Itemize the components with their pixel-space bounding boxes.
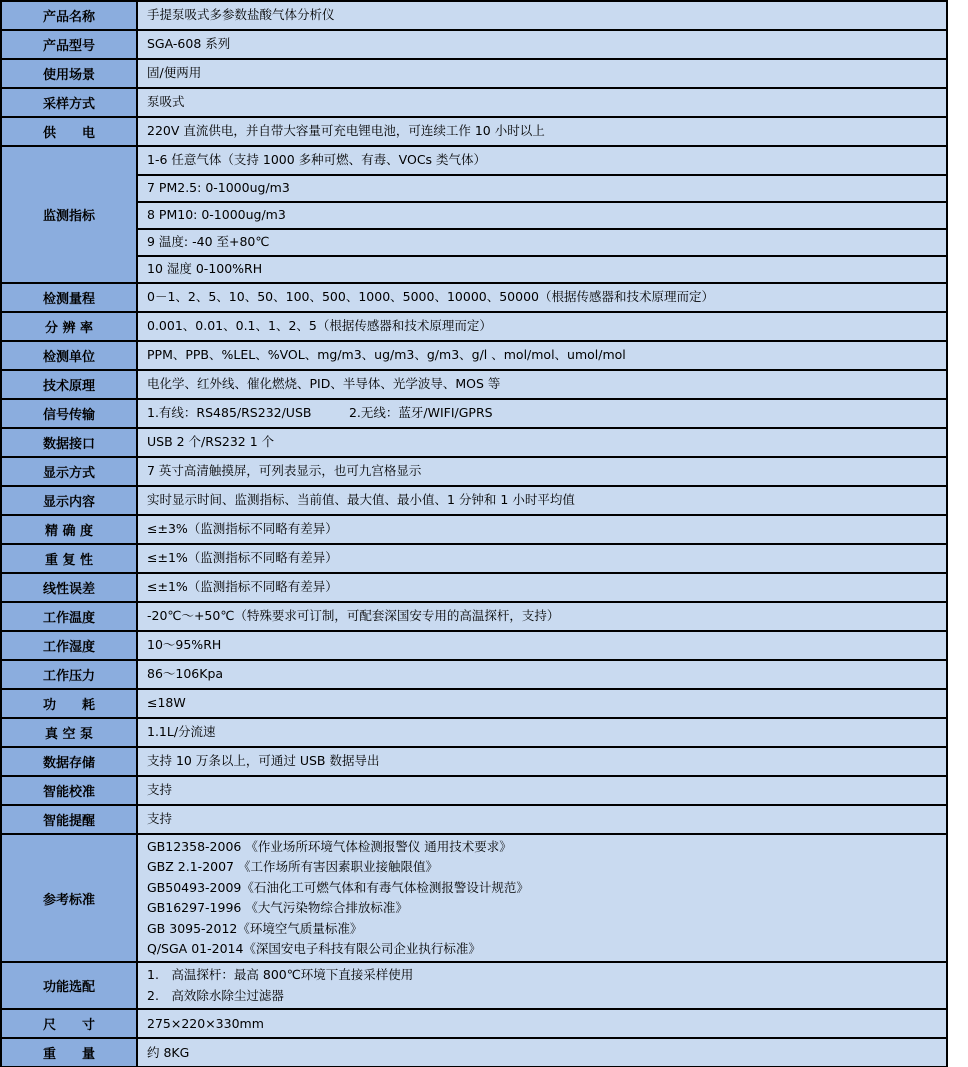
table-row bbox=[2, 961, 946, 1008]
spec-value-line: -20℃～+50℃（特殊要求可订制，可配套深国安专用的高温探杆，支持） bbox=[147, 608, 560, 624]
spec-value-cell bbox=[138, 31, 946, 58]
table-row bbox=[2, 601, 946, 630]
spec-label: 工作湿度 bbox=[2, 632, 138, 659]
spec-value-line: 9 温度: -40 至+80℃ bbox=[147, 234, 270, 250]
spec-value-line: 2. 高效除水除尘过滤器 bbox=[147, 987, 284, 1003]
spec-value-cell bbox=[138, 516, 946, 543]
spec-label: 尺 寸 bbox=[2, 1010, 138, 1037]
spec-value-cell bbox=[138, 371, 946, 398]
table-row bbox=[2, 87, 946, 116]
spec-value-line: 约 8KG bbox=[147, 1044, 190, 1060]
spec-value-cell bbox=[138, 748, 946, 775]
spec-value-cell bbox=[138, 228, 946, 255]
spec-value-line: 10 湿度 0-100%RH bbox=[147, 261, 263, 277]
spec-value-cell bbox=[138, 835, 946, 961]
spec-value-cells bbox=[138, 1010, 946, 1037]
spec-value-cell bbox=[138, 60, 946, 87]
spec-value-cell bbox=[138, 777, 946, 804]
spec-value-cell bbox=[138, 806, 946, 833]
spec-value-cells bbox=[138, 458, 946, 485]
spec-label: 监测指标 bbox=[2, 147, 138, 282]
spec-value-line: ≤±1%（监测指标不同略有差异） bbox=[147, 550, 338, 566]
spec-label: 重 量 bbox=[2, 1039, 138, 1066]
spec-value-line: 电化学、红外线、催化燃烧、PID、半导体、光学波导、MOS 等 bbox=[147, 376, 501, 392]
spec-value-line: USB 2 个/RS232 1 个 bbox=[147, 434, 275, 450]
spec-value-cell bbox=[138, 545, 946, 572]
table-row bbox=[2, 282, 946, 311]
spec-value-line: 1.有线：RS485/RS232/USB 2.无线：蓝牙/WIFI/GPRS bbox=[147, 405, 493, 421]
spec-value-line: 手提泵吸式多参数盐酸气体分析仪 bbox=[147, 7, 335, 23]
spec-label: 参考标准 bbox=[2, 835, 138, 961]
spec-value-cell bbox=[138, 147, 946, 174]
spec-value-cells bbox=[138, 31, 946, 58]
spec-value-cells bbox=[138, 690, 946, 717]
spec-value-cells bbox=[138, 748, 946, 775]
spec-value-line: 1. 高温探杆：最高 800℃环境下直接采样使用 bbox=[147, 967, 414, 983]
spec-label: 产品名称 bbox=[2, 2, 138, 29]
spec-value-cells bbox=[138, 545, 946, 572]
spec-value-cells bbox=[138, 835, 946, 961]
table-row bbox=[2, 311, 946, 340]
spec-label: 使用场景 bbox=[2, 60, 138, 87]
table-row bbox=[2, 833, 946, 961]
table-row bbox=[2, 398, 946, 427]
spec-value-cell bbox=[138, 342, 946, 369]
spec-value-line: Q/SGA 01-2014《深国安电子科技有限公司企业执行标准》 bbox=[147, 941, 481, 957]
table-row bbox=[2, 29, 946, 58]
spec-label: 显示方式 bbox=[2, 458, 138, 485]
spec-value-line: 1.1L/分流速 bbox=[147, 724, 216, 740]
table-row bbox=[2, 688, 946, 717]
spec-value-line: ≤±1%（监测指标不同略有差异） bbox=[147, 579, 338, 595]
spec-value-line: 8 PM10: 0-1000ug/m3 bbox=[147, 207, 286, 223]
spec-value-cell bbox=[138, 174, 946, 201]
spec-value-cell bbox=[138, 400, 946, 427]
spec-label: 工作温度 bbox=[2, 603, 138, 630]
table-row bbox=[2, 340, 946, 369]
spec-value-cells bbox=[138, 89, 946, 116]
spec-label: 重 复 性 bbox=[2, 545, 138, 572]
spec-value-cells bbox=[138, 806, 946, 833]
table-row bbox=[2, 2, 946, 29]
spec-value-cells bbox=[138, 603, 946, 630]
spec-value-cell bbox=[138, 661, 946, 688]
spec-value-cell bbox=[138, 574, 946, 601]
spec-label: 精 确 度 bbox=[2, 516, 138, 543]
spec-value-cell bbox=[138, 201, 946, 228]
spec-value-line: 支持 bbox=[147, 782, 173, 798]
table-row bbox=[2, 1008, 946, 1037]
spec-value-cells bbox=[138, 777, 946, 804]
spec-value-line: 7 PM2.5: 0-1000ug/m3 bbox=[147, 180, 290, 196]
spec-value-cells bbox=[138, 574, 946, 601]
spec-value-line: GB 3095-2012《环境空气质量标准》 bbox=[147, 920, 363, 936]
table-row bbox=[2, 746, 946, 775]
spec-value-cells bbox=[138, 342, 946, 369]
spec-value-line: 固/便两用 bbox=[147, 65, 202, 81]
spec-label: 工作压力 bbox=[2, 661, 138, 688]
spec-value-cell bbox=[138, 603, 946, 630]
table-row bbox=[2, 572, 946, 601]
table-row bbox=[2, 369, 946, 398]
spec-value-line: 泵吸式 bbox=[147, 94, 185, 110]
spec-label: 技术原理 bbox=[2, 371, 138, 398]
table-row bbox=[2, 717, 946, 746]
spec-value-cell bbox=[138, 429, 946, 456]
spec-value-cells bbox=[138, 147, 946, 282]
spec-value-cells bbox=[138, 400, 946, 427]
spec-value-cell bbox=[138, 118, 946, 145]
spec-value-line: ≤±3%（监测指标不同略有差异） bbox=[147, 521, 338, 537]
spec-value-cells bbox=[138, 963, 946, 1008]
spec-value-line: ≤18W bbox=[147, 695, 186, 711]
spec-value-cells bbox=[138, 487, 946, 514]
spec-value-cells bbox=[138, 60, 946, 87]
table-row bbox=[2, 485, 946, 514]
spec-value-cell bbox=[138, 487, 946, 514]
spec-value-cell bbox=[138, 89, 946, 116]
spec-label: 分 辨 率 bbox=[2, 313, 138, 340]
table-row bbox=[2, 543, 946, 572]
spec-label: 数据存储 bbox=[2, 748, 138, 775]
spec-value-cells bbox=[138, 1039, 946, 1066]
spec-value-line: PPM、PPB、%LEL、%VOL、mg/m3、ug/m3、g/m3、g/l 、mol/mol、umol/mol bbox=[147, 347, 626, 363]
spec-value-cell bbox=[138, 719, 946, 746]
spec-value-line: 1-6 任意气体（支持 1000 多种可燃、有毒、VOCs 类气体） bbox=[147, 152, 487, 168]
spec-label: 真 空 泵 bbox=[2, 719, 138, 746]
spec-value-line: GB16297-1996 《大气污染物综合排放标准》 bbox=[147, 900, 408, 916]
spec-value-cells bbox=[138, 516, 946, 543]
spec-value-line: 实时显示时间、监测指标、当前值、最大值、最小值、1 分钟和 1 小时平均值 bbox=[147, 492, 575, 508]
spec-value-cell bbox=[138, 2, 946, 29]
spec-label: 采样方式 bbox=[2, 89, 138, 116]
spec-value-line: 7 英寸高清触摸屏，可列表显示，也可九宫格显示 bbox=[147, 463, 422, 479]
table-row bbox=[2, 775, 946, 804]
spec-value-line: GBZ 2.1-2007 《工作场所有害因素职业接触限值》 bbox=[147, 859, 438, 875]
table-row bbox=[2, 514, 946, 543]
spec-label: 智能提醒 bbox=[2, 806, 138, 833]
spec-value-cells bbox=[138, 632, 946, 659]
spec-value-line: GB50493-2009《石油化工可燃气体和有毒气体检测报警设计规范》 bbox=[147, 879, 529, 895]
spec-label: 功能选配 bbox=[2, 963, 138, 1008]
spec-value-cell bbox=[138, 1039, 946, 1066]
table-row bbox=[2, 659, 946, 688]
spec-label: 线性误差 bbox=[2, 574, 138, 601]
spec-value-cells bbox=[138, 284, 946, 311]
spec-label: 产品型号 bbox=[2, 31, 138, 58]
spec-label: 显示内容 bbox=[2, 487, 138, 514]
table-row bbox=[2, 58, 946, 87]
spec-value-cells bbox=[138, 118, 946, 145]
spec-value-cell bbox=[138, 690, 946, 717]
spec-label: 供 电 bbox=[2, 118, 138, 145]
spec-value-cells bbox=[138, 2, 946, 29]
spec-label: 智能校准 bbox=[2, 777, 138, 804]
spec-value-line: 支持 10 万条以上，可通过 USB 数据导出 bbox=[147, 753, 380, 769]
spec-label: 功 耗 bbox=[2, 690, 138, 717]
spec-value-line: 10～95%RH bbox=[147, 637, 222, 653]
spec-value-line: GB12358-2006 《作业场所环境气体检测报警仪 通用技术要求》 bbox=[147, 839, 512, 854]
spec-value-cells bbox=[138, 429, 946, 456]
spec-value-cell bbox=[138, 313, 946, 340]
spec-value-line: 支持 bbox=[147, 811, 173, 827]
table-row bbox=[2, 630, 946, 659]
spec-value-cell bbox=[138, 632, 946, 659]
spec-value-cells bbox=[138, 719, 946, 746]
spec-value-cells bbox=[138, 371, 946, 398]
spec-value-cell bbox=[138, 1010, 946, 1037]
spec-value-line: SGA-608 系列 bbox=[147, 36, 231, 52]
spec-label: 检测量程 bbox=[2, 284, 138, 311]
spec-value-cell bbox=[138, 284, 946, 311]
table-row bbox=[2, 1037, 946, 1066]
spec-value-line: 275×220×330mm bbox=[147, 1015, 264, 1031]
spec-value-cells bbox=[138, 313, 946, 340]
spec-value-cell bbox=[138, 458, 946, 485]
spec-value-line: 0－1、2、5、10、50、100、500、1000、5000、10000、50000（根据传感器和技术原理而定） bbox=[147, 289, 714, 305]
spec-value-cells bbox=[138, 661, 946, 688]
table-row bbox=[2, 804, 946, 833]
spec-value-cell bbox=[138, 255, 946, 282]
table-row bbox=[2, 116, 946, 145]
spec-value-line: 220V 直流供电，并自带大容量可充电锂电池，可连续工作 10 小时以上 bbox=[147, 123, 545, 139]
spec-label: 数据接口 bbox=[2, 429, 138, 456]
table-row bbox=[2, 456, 946, 485]
spec-value-line: 0.001、0.01、0.1、1、2、5（根据传感器和技术原理而定） bbox=[147, 318, 492, 334]
table-row bbox=[2, 145, 946, 282]
spec-label: 信号传输 bbox=[2, 400, 138, 427]
spec-label: 检测单位 bbox=[2, 342, 138, 369]
spec-value-line: 86～106Kpa bbox=[147, 666, 224, 682]
table-row bbox=[2, 427, 946, 456]
spec-value-cell bbox=[138, 963, 946, 1008]
